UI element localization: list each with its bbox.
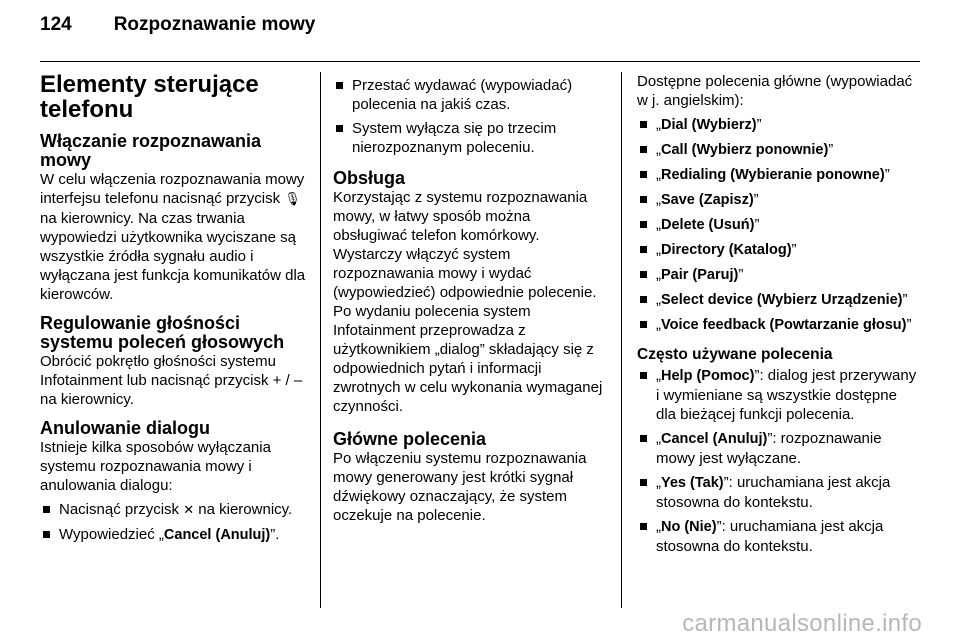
- command-description: : rozpoznawanie mowy jest wyłączane.: [656, 430, 882, 467]
- command-item: [637, 315, 919, 335]
- section-heading: Główne polecenia: [333, 429, 487, 449]
- list-item: Przestać wydawać (wypowiadać) polecenia na jakiś czas.: [333, 76, 605, 114]
- section-volume: [40, 314, 308, 409]
- list-item-text: na kierownicy.: [198, 501, 293, 518]
- paragraph: Po włączeniu systemu rozpoznawania mowy generowany jest krótki sygnał dźwiękowy oznaczający, że system oczekuje na polecenie.: [333, 450, 587, 524]
- list-item-text: ”.: [270, 526, 280, 543]
- paragraph-text: na kierownicy. Na czas trwania wypowiedzi użytkownika wyciszane są wszystkie źródła sygnału audio i wyłączana jest funkcja komunikatów dla kierowców.: [40, 210, 306, 303]
- quote-mark: „: [656, 191, 661, 208]
- command-text: No (Nie): [661, 519, 717, 535]
- quote-mark: „: [656, 116, 661, 133]
- quote-mark: „: [656, 166, 661, 183]
- column-1: [40, 72, 308, 555]
- quote-mark: ”: [754, 367, 760, 384]
- quote-mark: „: [656, 316, 661, 333]
- paragraph-text: W celu włączenia rozpoznawania mowy interfejsu telefonu nacisnąć przycisk: [40, 171, 305, 207]
- command-description: : uruchamiana jest akcja stosowna do kontekstu.: [656, 518, 884, 555]
- command-text: Yes (Tak): [661, 475, 724, 491]
- quote-mark: „: [656, 291, 661, 308]
- quote-mark: ”: [884, 166, 890, 183]
- quote-mark: ”: [902, 291, 908, 308]
- quote-mark: ”: [723, 474, 729, 491]
- quote-mark: „: [656, 266, 661, 283]
- command-text: Call (Wybierz ponownie): [661, 142, 829, 158]
- command-item: [637, 517, 919, 556]
- command-text: Cancel (Anuluj): [661, 431, 768, 447]
- quote-mark: ”: [738, 266, 744, 283]
- bullet-list: [40, 500, 308, 545]
- quote-mark: ”: [716, 518, 722, 535]
- column-2: [333, 72, 605, 535]
- paragraph: Obrócić pokrętło głośności systemu Infotainment lub nacisnąć przycisk + / – na kierownicy.: [40, 353, 303, 408]
- section-usage: [333, 169, 605, 416]
- command-item: [637, 115, 919, 135]
- command-item: [637, 429, 919, 468]
- quote-mark: „: [656, 474, 661, 491]
- list-item: [40, 500, 308, 520]
- page-title: Rozpoznawanie mowy: [113, 14, 316, 35]
- column-divider: [621, 72, 622, 608]
- quote-mark: ”: [906, 316, 912, 333]
- section-heading: Często używane polecenia: [637, 346, 833, 363]
- paragraph: Korzystając z systemu rozpoznawania mowy, w łatwy sposób można obsługiwać telefon komórkowy. Wystarczy włączyć system rozpoznawania mowy i wydać (wypowiedzieć) odpowiednie polecenie. Po wydaniu polecenia system Infotainment przeprowadza z użytkownikiem „dialog” składający się z odpowiednich pytań i informacji zwrotnych w celu wykonania wymaganej czynności.: [333, 189, 603, 415]
- voice-recognition-icon: 🎙︎: [284, 192, 301, 207]
- command-item: [637, 240, 919, 260]
- quote-mark: „: [656, 367, 661, 384]
- quote-mark: „: [656, 430, 661, 447]
- quote-mark: ”: [828, 141, 834, 158]
- quote-mark: ”: [791, 241, 797, 258]
- bullet-list: [333, 76, 605, 157]
- command-text: Save (Zapisz): [661, 192, 754, 208]
- quote-mark: ”: [753, 191, 759, 208]
- section-heading: Obsługa: [333, 168, 406, 188]
- cancel-voice-icon: ✕: [183, 503, 195, 518]
- command-text: Cancel (Anuluj): [163, 527, 271, 543]
- command-item: [637, 473, 919, 512]
- section-voice-on: [40, 132, 308, 304]
- command-description: : dialog jest przerywany i wymieniane są wszystkie dostępne dla bieżącej funkcji polecenia.: [656, 367, 917, 423]
- list-item: [40, 525, 308, 545]
- command-item: [637, 165, 919, 185]
- command-text: Select device (Wybierz Urządzenie): [661, 292, 903, 308]
- page-header: [40, 14, 315, 36]
- command-item: [637, 140, 919, 160]
- watermark: carmanualsonline.info: [682, 610, 922, 637]
- command-item: [637, 265, 919, 285]
- command-text: Redialing (Wybieranie ponowne): [661, 167, 885, 183]
- quote-mark: „: [656, 518, 661, 535]
- section-heading: Anulowanie dialogu: [40, 418, 210, 438]
- quote-mark: „: [656, 241, 661, 258]
- section-main-commands: [333, 430, 605, 525]
- command-item: [637, 290, 919, 310]
- header-rule: [40, 61, 920, 62]
- quote-mark: ”: [756, 116, 762, 133]
- column-3: [637, 72, 919, 561]
- quote-mark: „: [656, 141, 661, 158]
- command-text: Voice feedback (Powtarzanie głosu): [661, 317, 907, 333]
- command-text: Help (Pomoc): [661, 368, 755, 384]
- paragraph: [40, 170, 308, 304]
- section-cancel-dialog: [40, 419, 308, 545]
- command-text: Dial (Wybierz): [661, 117, 757, 133]
- page-number: 124: [40, 14, 72, 35]
- command-item: [637, 366, 919, 424]
- command-item: [637, 190, 919, 210]
- quote-mark: ”: [754, 216, 760, 233]
- quote-mark: ”: [767, 430, 773, 447]
- frequent-commands-list: [637, 366, 919, 556]
- section-heading: Włączanie rozpoznawania mowy: [40, 131, 262, 170]
- section-heading: Regulowanie głośności systemu poleceń głosowych: [40, 313, 285, 352]
- list-item-text: Nacisnąć przycisk: [59, 501, 180, 518]
- section-heading-main: Elementy sterujące telefonu: [40, 71, 259, 123]
- list-item: System wyłącza się po trzecim nierozpoznanym poleceniu.: [333, 119, 605, 157]
- command-item: [637, 215, 919, 235]
- column-divider: [320, 72, 321, 608]
- paragraph: Dostępne polecenia główne (wypowiadać w j. angielskim):: [637, 73, 913, 109]
- quote-mark: „: [656, 216, 661, 233]
- command-description: : uruchamiana jest akcja stosowna do kontekstu.: [656, 474, 891, 511]
- command-text: Pair (Paruj): [661, 267, 739, 283]
- command-text: Directory (Katalog): [661, 242, 792, 258]
- list-item-text: Wypowiedzieć „: [59, 526, 164, 543]
- paragraph: Istnieje kilka sposobów wyłączania systemu rozpoznawania mowy i anulowania dialogu:: [40, 439, 271, 494]
- main-commands-list: [637, 115, 919, 335]
- command-text: Delete (Usuń): [661, 217, 755, 233]
